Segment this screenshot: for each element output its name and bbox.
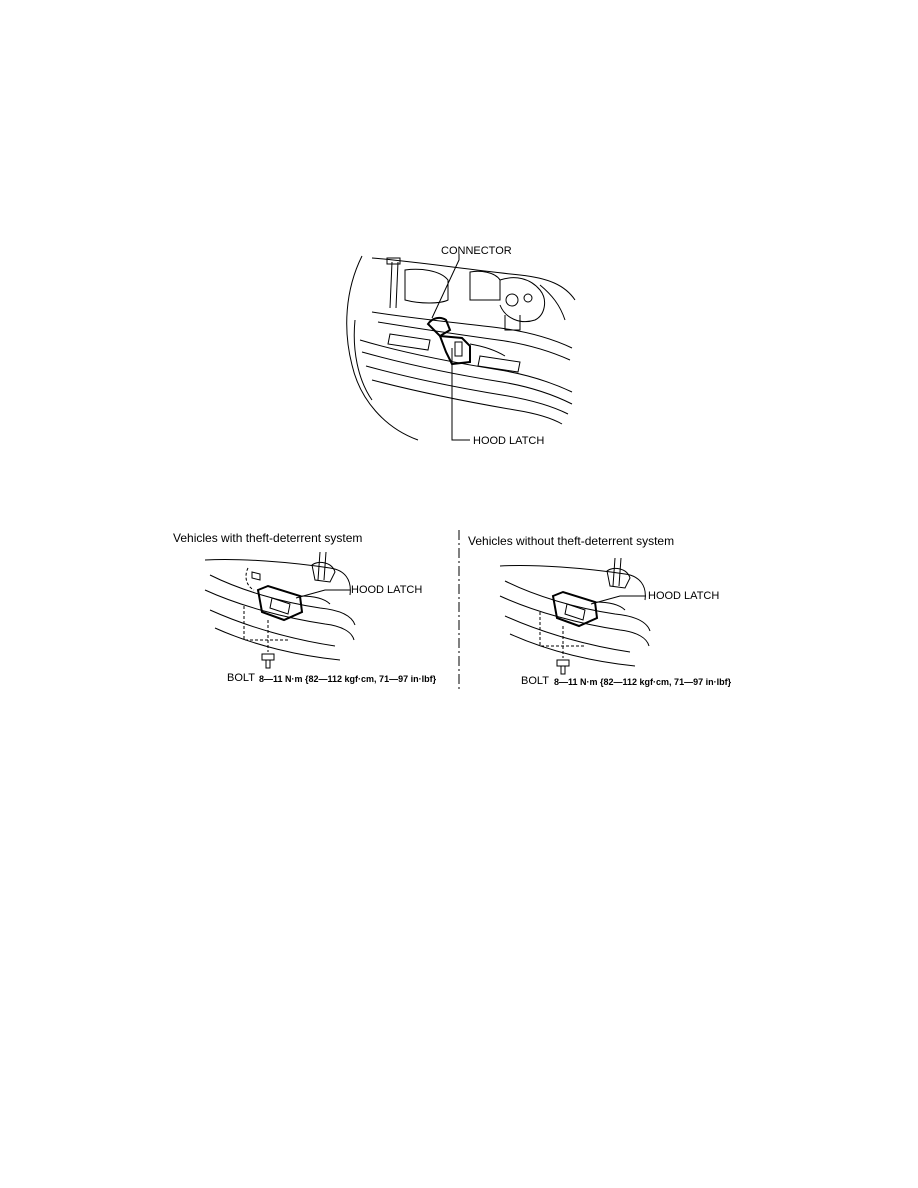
torque-spec: 8—11 N·m {82—112 kgf·cm, 71—97 in·lbf} <box>259 674 437 684</box>
panel-heading: Vehicles with theft-deterrent system <box>173 531 363 545</box>
bolt-label: BOLT <box>521 675 549 687</box>
connector-label: CONNECTOR <box>441 245 512 257</box>
panel-heading: Vehicles without theft-deterrent system <box>468 534 675 548</box>
hood-latch-label: HOOD LATCH <box>648 590 720 602</box>
hood-latch-label: HOOD LATCH <box>473 435 545 447</box>
hood-latch-label: HOOD LATCH <box>351 584 423 596</box>
torque-spec: 8—11 N·m {82—112 kgf·cm, 71—97 in·lbf} <box>554 677 732 687</box>
bolt-label: BOLT <box>227 672 255 684</box>
